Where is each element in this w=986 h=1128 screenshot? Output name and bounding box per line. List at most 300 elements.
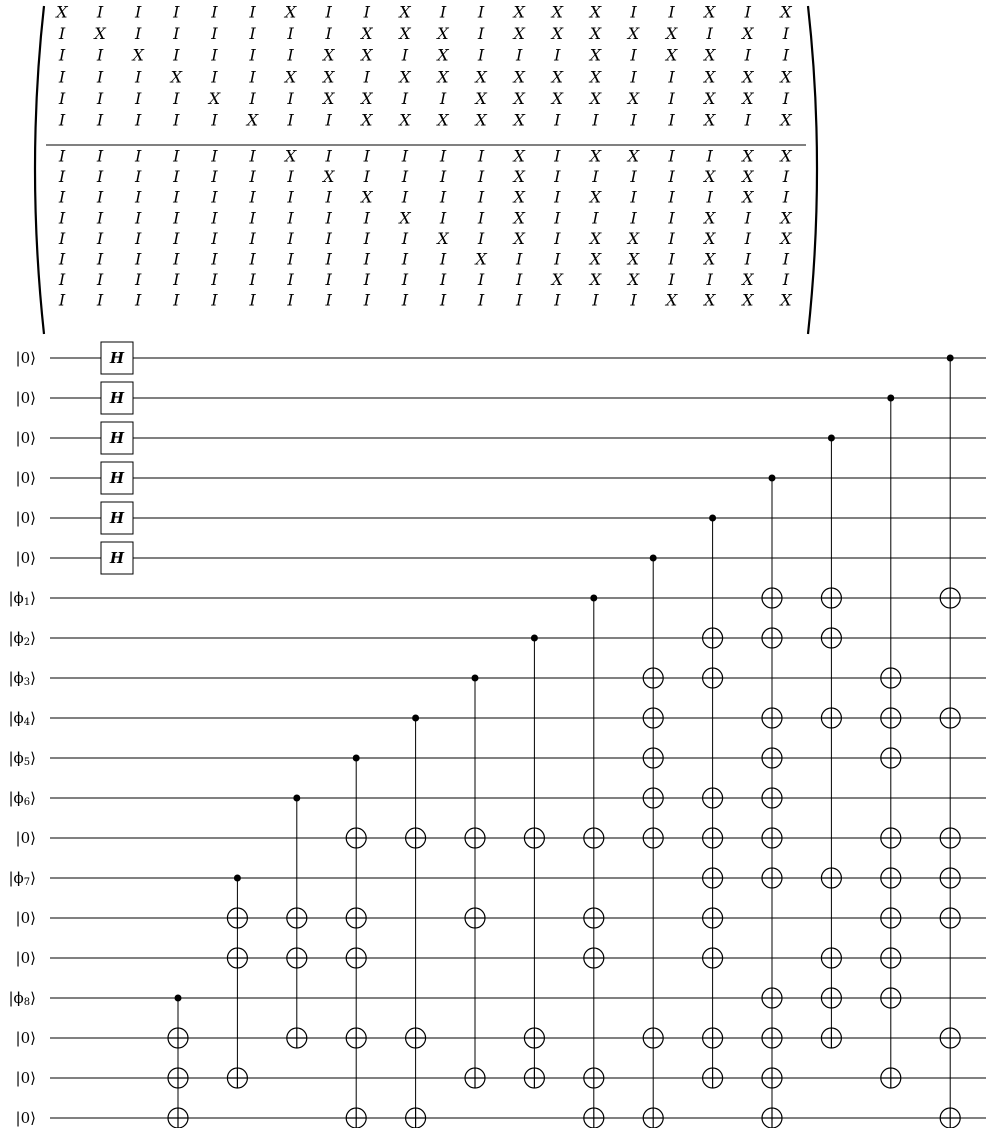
matrix-cell: I <box>173 146 180 166</box>
matrix-cell: I <box>135 110 142 130</box>
matrix-cell: X <box>742 167 754 187</box>
matrix-cell: I <box>58 228 66 248</box>
wire-label: $|\phi_4⟩$ <box>8 709 36 728</box>
matrix-cell: I <box>782 187 790 207</box>
matrix-cell: I <box>173 290 180 310</box>
matrix-cell: I <box>554 208 561 228</box>
matrix-cell: I <box>173 24 180 44</box>
matrix-cell: I <box>135 88 142 108</box>
matrix-cell: I <box>744 208 751 228</box>
matrix-cell: I <box>630 45 637 65</box>
matrix-cell: X <box>284 2 297 22</box>
matrix-cell: I <box>439 290 447 310</box>
matrix-cell: I <box>249 88 256 108</box>
matrix-cell: I <box>668 187 675 207</box>
matrix-cell: X <box>284 67 297 87</box>
matrix-cell: I <box>325 249 332 269</box>
wire-label: |0⟩ <box>15 349 36 367</box>
matrix-cell: X <box>627 146 640 166</box>
matrix-cell: I <box>173 45 180 65</box>
matrix-cell: X <box>627 270 640 290</box>
wire-label: $|\phi_6⟩$ <box>8 789 36 808</box>
matrix-cell: I <box>325 187 332 207</box>
matrix-cell: X <box>513 110 525 130</box>
matrix-cell: I <box>249 167 256 187</box>
matrix-cell: X <box>704 290 716 310</box>
matrix-cell: I <box>96 249 104 269</box>
matrix-cell: I <box>363 228 370 248</box>
matrix-cell: I <box>96 228 104 248</box>
matrix-cell: I <box>135 270 142 290</box>
matrix-cell: I <box>211 24 218 44</box>
matrix-cell: I <box>401 249 409 269</box>
matrix-cell: X <box>780 2 792 22</box>
matrix-cell: I <box>668 2 675 22</box>
matrix-cell: I <box>706 24 713 44</box>
matrix-cell: X <box>589 67 602 87</box>
matrix-cell: I <box>516 270 523 290</box>
control-dot <box>709 515 716 522</box>
matrix-cell: I <box>363 2 370 22</box>
matrix-cell: X <box>513 67 525 87</box>
matrix-cell: X <box>399 208 411 228</box>
matrix-cell: I <box>477 270 485 290</box>
hadamard-label: H <box>109 509 125 527</box>
matrix-cell: I <box>135 228 142 248</box>
matrix-cell: I <box>211 45 218 65</box>
matrix-cell: I <box>211 208 218 228</box>
control-dot <box>590 595 597 602</box>
matrix-cell: I <box>668 110 675 130</box>
matrix-cell: X <box>475 110 487 130</box>
matrix-cell: I <box>782 167 790 187</box>
matrix-cell: X <box>742 24 754 44</box>
matrix-cell: X <box>361 24 373 44</box>
matrix-cell: I <box>135 146 142 166</box>
matrix-cell: I <box>96 187 104 207</box>
matrix-cell: I <box>592 208 599 228</box>
matrix-cell: X <box>437 45 449 65</box>
matrix-cell: I <box>554 45 561 65</box>
wire-label: $|\phi_2⟩$ <box>8 629 36 648</box>
matrix-cell: I <box>592 290 599 310</box>
right-parenthesis <box>808 6 817 334</box>
matrix-cell: X <box>170 67 182 87</box>
matrix-cell: I <box>477 24 485 44</box>
matrix-cell: I <box>363 167 370 187</box>
matrix-cell: X <box>513 2 525 22</box>
matrix-cell: I <box>211 2 218 22</box>
wire-label: $|\phi_8⟩$ <box>8 989 36 1008</box>
matrix-cell: I <box>439 208 447 228</box>
matrix-cell: X <box>361 88 373 108</box>
matrix-cell: I <box>249 146 256 166</box>
matrix-cell: I <box>173 88 180 108</box>
matrix-cell: X <box>475 249 487 269</box>
matrix-cell: I <box>287 249 294 269</box>
matrix-cell: X <box>475 67 487 87</box>
matrix-cell: I <box>135 249 142 269</box>
matrix-cell: I <box>439 88 447 108</box>
control-dot <box>472 675 479 682</box>
control-dot <box>828 435 835 442</box>
matrix-cell: X <box>589 249 602 269</box>
matrix-cell: X <box>742 187 754 207</box>
matrix-cell: I <box>325 146 332 166</box>
matrix-cell: X <box>704 167 716 187</box>
matrix-cell: I <box>173 270 180 290</box>
matrix-cell: X <box>704 67 716 87</box>
matrix-cell: X <box>780 146 792 166</box>
matrix-cell: I <box>668 249 675 269</box>
matrix-cell: I <box>287 88 294 108</box>
matrix-cell: I <box>477 187 485 207</box>
matrix-cell: X <box>437 110 449 130</box>
matrix-cell: I <box>325 110 332 130</box>
matrix-cell: I <box>249 249 256 269</box>
matrix-cell: X <box>704 208 716 228</box>
matrix-cell: I <box>782 270 790 290</box>
wire-label: |0⟩ <box>15 549 36 567</box>
matrix-cell: I <box>173 208 180 228</box>
matrix-cell: I <box>325 290 332 310</box>
matrix-cell: I <box>401 88 409 108</box>
matrix-cell: X <box>704 228 716 248</box>
matrix-cell: I <box>211 187 218 207</box>
matrix-cell: I <box>249 24 256 44</box>
matrix-cell: X <box>627 24 640 44</box>
matrix-cell: I <box>554 167 561 187</box>
matrix-cell: I <box>782 249 790 269</box>
matrix-cell: X <box>551 67 563 87</box>
matrix-cell: X <box>323 88 335 108</box>
matrix-cell: X <box>780 110 792 130</box>
matrix-cell: I <box>363 208 370 228</box>
matrix-cell: I <box>96 2 104 22</box>
matrix-cell: I <box>58 208 66 228</box>
matrix-cell: I <box>287 290 294 310</box>
matrix-cell: I <box>439 146 447 166</box>
matrix-cell: I <box>668 167 675 187</box>
matrix-cell: I <box>401 187 409 207</box>
control-dot <box>175 995 182 1002</box>
matrix-cell: I <box>211 270 218 290</box>
matrix-cell: X <box>742 88 754 108</box>
matrix-cell: I <box>58 187 66 207</box>
matrix-cell: I <box>287 110 294 130</box>
matrix-cell: X <box>361 110 373 130</box>
wire-label: |0⟩ <box>15 469 36 487</box>
control-dot <box>293 795 300 802</box>
matrix-cell: X <box>704 2 716 22</box>
matrix-cell: X <box>780 228 792 248</box>
matrix-cell: I <box>211 146 218 166</box>
hadamard-label: H <box>109 429 125 447</box>
matrix-cell: X <box>742 146 754 166</box>
matrix-cell: I <box>249 228 256 248</box>
matrix-cell: I <box>477 228 485 248</box>
matrix-cell: I <box>439 187 447 207</box>
left-parenthesis <box>35 6 44 334</box>
matrix-cell: I <box>630 290 637 310</box>
matrix-cell: X <box>704 110 716 130</box>
matrix-cell: X <box>475 88 487 108</box>
matrix-cell: I <box>135 2 142 22</box>
matrix-cell: I <box>363 270 370 290</box>
matrix-cell: X <box>589 2 602 22</box>
matrix-cell: X <box>551 270 563 290</box>
matrix-cell: I <box>782 24 790 44</box>
matrix-cell: I <box>173 110 180 130</box>
matrix-cell: X <box>94 24 106 44</box>
matrix-cell: X <box>742 67 754 87</box>
matrix-cell: I <box>592 167 599 187</box>
matrix-cell: I <box>96 270 104 290</box>
matrix-cell: I <box>439 2 447 22</box>
matrix-cell: I <box>249 290 256 310</box>
matrix-cell: X <box>437 24 449 44</box>
matrix-cell: X <box>399 67 411 87</box>
matrix-cell: I <box>477 290 485 310</box>
matrix-cell: I <box>706 270 713 290</box>
wire-label: $|\phi_5⟩$ <box>8 749 36 768</box>
matrix-cell: I <box>173 167 180 187</box>
matrix-cell: X <box>399 2 411 22</box>
matrix-cell: I <box>173 228 180 248</box>
matrix-cell: X <box>323 45 335 65</box>
matrix-cell: I <box>401 290 409 310</box>
matrix-cell: I <box>401 270 409 290</box>
matrix-cell: I <box>211 110 218 130</box>
control-dot <box>412 715 419 722</box>
control-dot <box>769 475 776 482</box>
matrix-cell: I <box>96 290 104 310</box>
wire-label: |0⟩ <box>15 1069 36 1087</box>
wire-label: |0⟩ <box>15 509 36 527</box>
matrix-cell: I <box>554 110 561 130</box>
matrix-cell: I <box>96 208 104 228</box>
hadamard-label: H <box>109 549 125 567</box>
matrix-cell: X <box>399 110 411 130</box>
matrix-cell: I <box>135 290 142 310</box>
matrix-cell: I <box>211 67 218 87</box>
matrix-cell: I <box>287 270 294 290</box>
matrix-cell: I <box>592 110 599 130</box>
control-dot <box>947 355 954 362</box>
hadamard-label: H <box>109 389 125 407</box>
matrix-cell: X <box>56 2 68 22</box>
matrix-cell: X <box>437 228 449 248</box>
matrix-cell: I <box>630 167 637 187</box>
matrix-cell: I <box>744 45 751 65</box>
matrix-cell: X <box>589 187 602 207</box>
matrix-cell: X <box>704 88 716 108</box>
matrix-cell: I <box>96 146 104 166</box>
matrix-cell: I <box>363 146 370 166</box>
matrix-cell: I <box>516 45 523 65</box>
matrix-cell: X <box>780 290 792 310</box>
matrix-cell: I <box>135 187 142 207</box>
matrix-cell: I <box>287 24 294 44</box>
matrix-cell: X <box>742 290 754 310</box>
matrix-cell: I <box>249 45 256 65</box>
matrix-cell: I <box>401 228 409 248</box>
matrix-cell: I <box>58 45 66 65</box>
wire-label: |0⟩ <box>15 909 36 927</box>
matrix-cell: I <box>630 208 637 228</box>
matrix-cell: I <box>325 228 332 248</box>
matrix-cell: X <box>132 45 144 65</box>
matrix-cell: I <box>58 270 66 290</box>
matrix-cell: X <box>513 24 525 44</box>
matrix-cell: I <box>477 146 485 166</box>
matrix-cell: I <box>744 110 751 130</box>
matrix-cell: X <box>704 249 716 269</box>
matrix-cell: I <box>363 67 370 87</box>
matrix-cell: X <box>742 270 754 290</box>
matrix-cell: I <box>58 249 66 269</box>
matrix-cell: X <box>361 187 373 207</box>
control-dot <box>353 755 360 762</box>
matrix-cell: I <box>477 167 485 187</box>
matrix-cell: X <box>437 67 449 87</box>
matrix-cell: X <box>513 167 525 187</box>
matrix-cell: I <box>668 270 675 290</box>
matrix-cell: I <box>249 2 256 22</box>
matrix-cell: I <box>363 249 370 269</box>
matrix-cell: X <box>246 110 259 130</box>
matrix-cell: X <box>704 45 716 65</box>
matrix-cell: I <box>58 146 66 166</box>
matrix-cell: I <box>668 208 675 228</box>
matrix-cell: I <box>135 208 142 228</box>
matrix-cell: I <box>439 249 447 269</box>
matrix-cell: X <box>551 24 563 44</box>
wire-label: $|\phi_1⟩$ <box>8 589 36 608</box>
matrix-cell: I <box>287 45 294 65</box>
matrix-cell: I <box>744 2 751 22</box>
matrix-cell: X <box>589 146 602 166</box>
matrix-cell: X <box>513 187 525 207</box>
matrix-cell: X <box>665 24 678 44</box>
matrix-cell: I <box>325 270 332 290</box>
matrix-cell: X <box>627 88 640 108</box>
matrix-cell: I <box>58 24 66 44</box>
matrix-cell: X <box>323 67 335 87</box>
matrix-cell: X <box>627 249 640 269</box>
matrix-cell: I <box>135 24 142 44</box>
matrix-cell: X <box>589 45 602 65</box>
matrix-cell: I <box>630 2 637 22</box>
quantum-circuit <box>8 342 986 1128</box>
matrix-cell: I <box>96 88 104 108</box>
matrix-cell: I <box>630 110 637 130</box>
matrix-cell: I <box>782 45 790 65</box>
wire-label: |0⟩ <box>15 429 36 447</box>
matrix-cell: I <box>211 167 218 187</box>
matrix-cell: X <box>551 88 563 108</box>
wire-label: |0⟩ <box>15 1029 36 1047</box>
matrix-cell: X <box>513 208 525 228</box>
control-dot <box>650 555 657 562</box>
matrix-cell: X <box>780 67 792 87</box>
matrix-cell: I <box>96 45 104 65</box>
wire-label: $|\phi_7⟩$ <box>8 869 36 888</box>
matrix-cell: I <box>630 187 637 207</box>
matrix-cell: I <box>554 187 561 207</box>
matrix-cell: I <box>554 146 561 166</box>
matrix-cell: I <box>401 146 409 166</box>
matrix-cell: I <box>173 187 180 207</box>
matrix-cell: I <box>325 2 332 22</box>
matrix-cell: I <box>668 88 675 108</box>
matrix-cell: I <box>554 249 561 269</box>
matrix-cell: I <box>516 249 523 269</box>
matrix-cell: I <box>477 208 485 228</box>
hadamard-label: H <box>109 349 125 367</box>
matrix-cell: X <box>208 88 221 108</box>
matrix-cell: X <box>589 24 602 44</box>
matrix-cell: I <box>287 187 294 207</box>
matrix-cell: I <box>249 187 256 207</box>
matrix-cell: X <box>551 2 563 22</box>
matrix-cell: X <box>513 146 525 166</box>
matrix-cell: I <box>668 67 675 87</box>
wire-label: |0⟩ <box>15 949 36 967</box>
control-dot <box>531 635 538 642</box>
matrix-cell: I <box>96 167 104 187</box>
matrix-cell: I <box>287 228 294 248</box>
matrix-cell: I <box>782 88 790 108</box>
matrix-cell: I <box>744 228 751 248</box>
matrix-cell: I <box>135 67 142 87</box>
matrix-cell: I <box>363 290 370 310</box>
matrix-cell: I <box>96 67 104 87</box>
matrix-cell: I <box>439 167 447 187</box>
matrix-cell: I <box>668 228 675 248</box>
matrix-cell: I <box>173 2 180 22</box>
matrix-cell: I <box>706 146 713 166</box>
matrix-cell: X <box>589 88 602 108</box>
control-dot <box>234 875 241 882</box>
matrix-cell: X <box>399 24 411 44</box>
matrix-cell: X <box>323 167 335 187</box>
matrix-cell: I <box>477 2 485 22</box>
wire-label: |0⟩ <box>15 829 36 847</box>
matrix-cell: I <box>554 290 561 310</box>
matrix-cell: I <box>325 208 332 228</box>
matrix <box>35 3 817 335</box>
matrix-cell: X <box>627 228 640 248</box>
matrix-cell: I <box>211 249 218 269</box>
matrix-cell: I <box>58 167 66 187</box>
matrix-cell: I <box>58 67 66 87</box>
matrix-cell: X <box>665 290 678 310</box>
wire-label: |0⟩ <box>15 1109 36 1127</box>
matrix-cell: I <box>744 249 751 269</box>
matrix-cell: I <box>96 110 104 130</box>
matrix-cell: I <box>249 67 256 87</box>
matrix-cell: I <box>58 88 66 108</box>
hadamard-label: H <box>109 469 125 487</box>
matrix-cell: I <box>173 249 180 269</box>
matrix-cell: I <box>58 110 66 130</box>
matrix-cell: I <box>287 208 294 228</box>
matrix-cell: I <box>554 228 561 248</box>
matrix-cell: I <box>401 45 409 65</box>
matrix-cell: I <box>135 167 142 187</box>
matrix-cell: I <box>249 208 256 228</box>
